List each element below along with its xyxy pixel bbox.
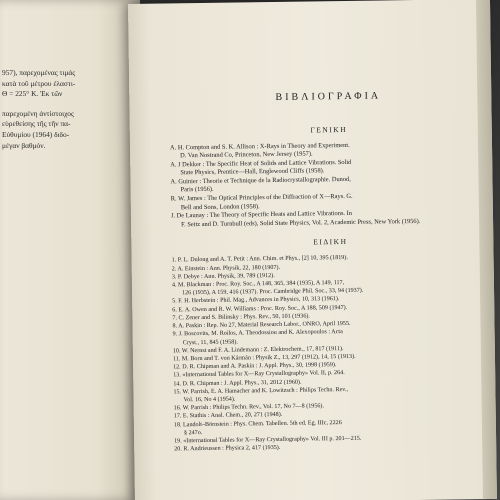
reference-cont: State Physics, Prentice—Hall, Englewood Cliffs (1958). [180,167,325,177]
reference-main: 13. «International Tables for X—Ray Crystallography» Vol. II, p. 264. [173,370,345,379]
section-heading-special: ΕΙΔΙΚΗ [313,237,348,247]
reference-main: 2. A. Einstein : Ann. Physik, 22, 180 (1907). [171,264,281,273]
reference-main: 15. W. Parrish, E. A. Hamacher and K. Lowitzsch : Philips Techn. Rev., [173,386,349,396]
reference-cont: Cryst., 11, 845 (1958). [182,338,238,346]
reference-main: 17. E. Stathis : Anal. Chem., 20, 271 (1948). [173,412,283,420]
reference-main: 8. A. Paskin : Rep. No 27, Material Research Labor., ONRO, April 1955. [172,321,351,330]
reference-cont: D. Van Nostrand Co, Princeton, New Jersey (1957). [180,150,313,160]
left-page-text [2,68,138,151]
reference-main: 11. M. Born and T. von Kármán : Physik Z., 13, 297 (1912), 14, 15 (1913). [172,353,356,363]
reference-main: 4. M. Blackman : Proc. Roy. Soc., A 148, 365, 384 (1935), A 149, 117, [171,280,345,289]
reference-main: 10. W. Nernst and F. A. Lindemann : Z. Elektrochem., 17, 817 (1911). [172,345,344,355]
page-edge [476,0,497,499]
left-page [0,0,140,500]
reference-main: 12. D. R. Chipman and A. Paskin : J. Appl. Phys., 30, 1998 (1959). [173,362,337,371]
left-line: 957), παρεχομένας τιμάς [2,68,76,77]
right-page [128,0,497,500]
special-refs [172,253,475,454]
reference-main: 3. P. Debye : Ann. Physik, 39, 789 (1912). [171,272,275,281]
reference-main: J. De Launay : The Theory of Specific Heats and Lattice Vibrations. In [170,210,352,220]
reference-cont: F. Seitz and D. Turnbull (eds), Solid State Physics, Vol. 2, Academic Press, New York (1956). [181,217,421,228]
left-line: κατὰ τοῦ μέτρου ἐλαστι- [2,78,76,88]
reference-main: 1. P. L. Dulong and A. T. Petit : Ann. Chim. et Phys., [2] 10, 395 (1819). [171,255,348,264]
left-line: εὑρεθείσης τῆς τῆν πα- [2,119,71,129]
reference-cont: Paris (1956). [180,186,214,194]
reference-main: 18. Landolt–Börnstein : Phys. Chem. Tabellen. 5th ed. Eg. IIIc, 2226 [173,419,342,428]
reference-main: R. W. James : The Optical Principles of the Diffraction of X—Rays. G. [170,193,353,203]
general-refs [170,140,471,229]
section-heading-general: ΓΕΝΙΚΗ [310,124,348,135]
left-line: παρεχομένη ἀντίστοιχος [2,108,74,118]
reference-main: 5. F. H. Herbstein : Phil. Mag., Advances in Physics, 10, 313 (1961). [172,296,340,305]
reference-main: 9. J. Boscovits, M. Roilos, A. Theodossiou and K. Alexopoulos : Acta [172,329,343,338]
reference-main: 14. D. R. Chipman : J. Appl. Phys., 31, 2012 (1960). [173,379,302,387]
reference-cont: § 247ο. [183,429,203,436]
reference-main: 7. C. Zener and S. Bilinsky : Phys. Rev., 50, 101 (1936). [172,313,310,322]
reference-main: A. Guinier : Theorie et Technique de la Radiocrystallographie. Dunod, [170,176,351,186]
reference-main: 6. E. A. Owen and R. W. Williams : Proc. Roy. Soc., A 188, 509 (1947). [172,304,348,314]
left-line: Εὐθυμίου (1964) διδο- [2,129,70,139]
reference-cont: Bell and Sons, London (1958). [180,202,260,211]
reference-main: 19. «International Tables for X—Ray Crystallography» Vol. III p. 201—215. [174,435,362,445]
bibliography [169,89,474,453]
reference-main: A. J Dekker : The Specific Heat of Solids and Lattice Vibrations. Solid [170,158,352,169]
reference-main: 20. R. Andrieussen : Physica 2, 417 (1935). [174,445,281,453]
page-title: ΒΙΒΛΙΟΓΡΑΦΙΑ [275,90,382,103]
reference-cont: 126 (1935), A 159, 416 (1937). Proc. Cambridge Phil. Soc., 33, 94 (1937). [182,288,364,297]
left-line: μέγαν βαθμόν. [2,140,46,150]
reference-main: 16. W. Parrish : Philips Techn. Rev., Vol. 17, No 7—8 (1956). [173,403,325,412]
reference-main: A. H. Compton and S. K. Allison : X-Rays in Theory and Experiment. [169,141,350,152]
left-line: Θ = 225° Κ. Ἐκ τῶν [2,89,63,99]
reference-cont: Vol. 16, No 4 (1954). [183,396,236,404]
